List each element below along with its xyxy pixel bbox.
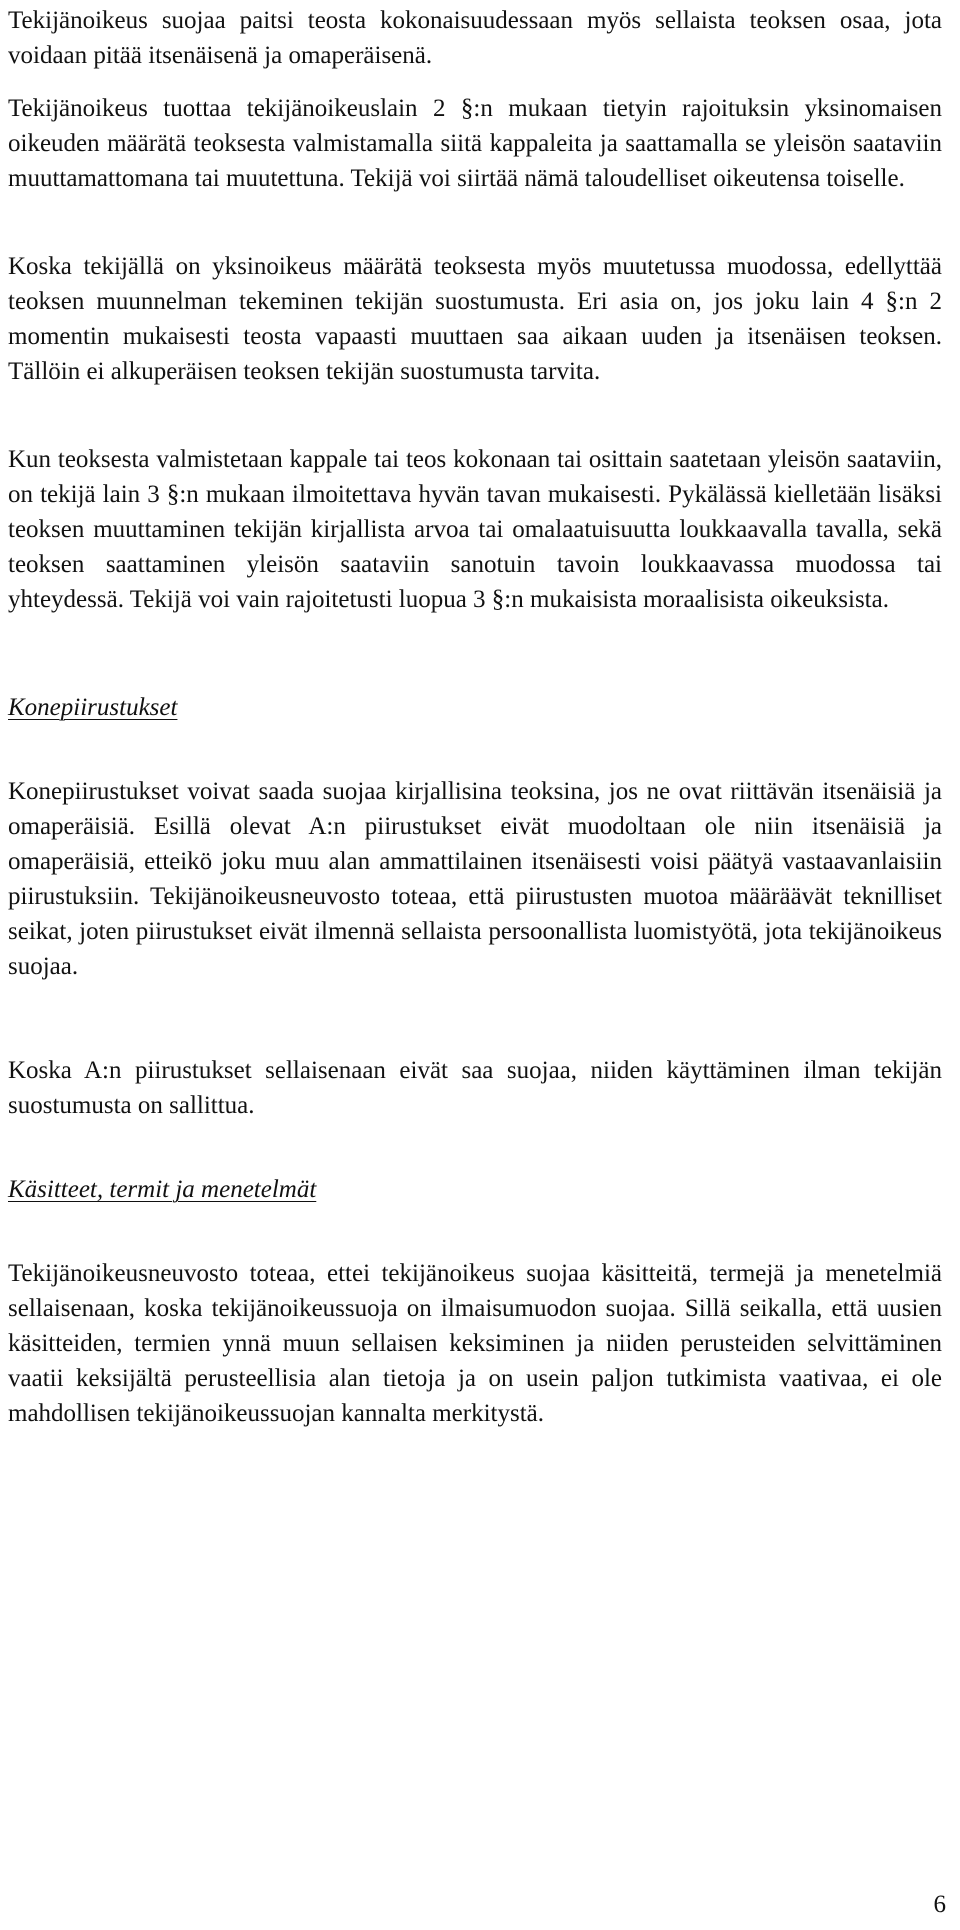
paragraph-drawings-use-allowed: Koska A:n piirustukset sellaisenaan eivät saa suojaa, niiden käyttäminen ilman tekijän suostumusta on sallittua. bbox=[8, 1057, 942, 1119]
section-heading-concepts-terms-methods: Käsitteet, termit ja menetelmät bbox=[8, 1176, 317, 1203]
paragraph-modified-form: Koska tekijällä on yksinoikeus määrätä teoksesta myös muutetussa muodossa, edellyttää teoksen muunnelman tekeminen tekijän suostumusta. Eri asia on, jos joku lain 4 §:n 2 momentin mukaisesti teosta vapaasti muuttaen saa aikaan uuden ja itsenäisen teoksen. Tällöin ei alkuperäisen teoksen tekijän suostumusta tarvita. bbox=[8, 253, 942, 385]
section-heading-machine-drawings: Konepiirustukset bbox=[8, 694, 178, 721]
paragraph-moral-rights: Kun teoksesta valmistetaan kappale tai teos kokonaan tai osittain saatetaan yleisön saataviin, on tekijä lain 3 §:n mukaan ilmoitettava hyvän tavan mukaisesti. Pykälässä kielletään lisäksi teoksen muuttaminen tekijän kirjallista arvoa tai omalaatuisuutta loukkaavalla tavalla, sekä teoksen saattaminen yleisön saataviin sanotuin tavoin loukkaavassa muodossa tai yhteydessä. Tekijä voi vain rajoitetusti luopua 3 §:n mukaisista moraalisista oikeuksista. bbox=[8, 446, 942, 613]
paragraph-exclusive-rights: Tekijänoikeus tuottaa tekijänoikeuslain 2 §:n mukaan tietyin rajoituksin yksinomaisen oikeuden määrätä teoksesta valmistamalla siitä kappaleita ja saattamalla se yleisön saataviin muuttamattomana tai muutettuna. Tekijä voi siirtää nämä taloudelliset oikeutensa toiselle. bbox=[8, 95, 942, 192]
paragraph-machine-drawings: Konepiirustukset voivat saada suojaa kirjallisina teoksina, jos ne ovat riittävän itsenäisiä ja omaperäisiä. Esillä olevat A:n piirustukset eivät muodoltaan ole niin itsenäisiä ja omaperäisiä, etteikö joku muu alan ammattilainen itsenäisesti voisi päätyä vastaavanlaisiin piirustuksiin. Tekijänoikeusneuvosto toteaa, että piirustusten muotoa määräävät teknilliset seikat, joten piirustukset eivät ilmennä sellaista persoonallista luomistyötä, jota tekijänoikeus suojaa. bbox=[8, 778, 942, 980]
paragraph-concepts-terms-methods: Tekijänoikeusneuvosto toteaa, ettei tekijänoikeus suojaa käsitteitä, termejä ja menetelmiä sellaisenaan, koska tekijänoikeussuoja on ilmaisumuodon suojaa. Sillä seikalla, että uusien käsitteiden, termien ynnä muun sellaisen keksiminen ja niiden perusteiden selvittäminen vaatii keksijältä perusteellisia alan tietoja ja on usein paljon tutkimista vaativaa, ei ole mahdollisen tekijänoikeussuojan kannalta merkitystä. bbox=[8, 1260, 942, 1427]
paragraph-intro-protection: Tekijänoikeus suojaa paitsi teosta kokonaisuudessaan myös sellaista teoksen osaa, jota voidaan pitää itsenäisenä ja omaperäisenä. bbox=[8, 7, 942, 69]
page-number: 6 bbox=[933, 1891, 946, 1918]
